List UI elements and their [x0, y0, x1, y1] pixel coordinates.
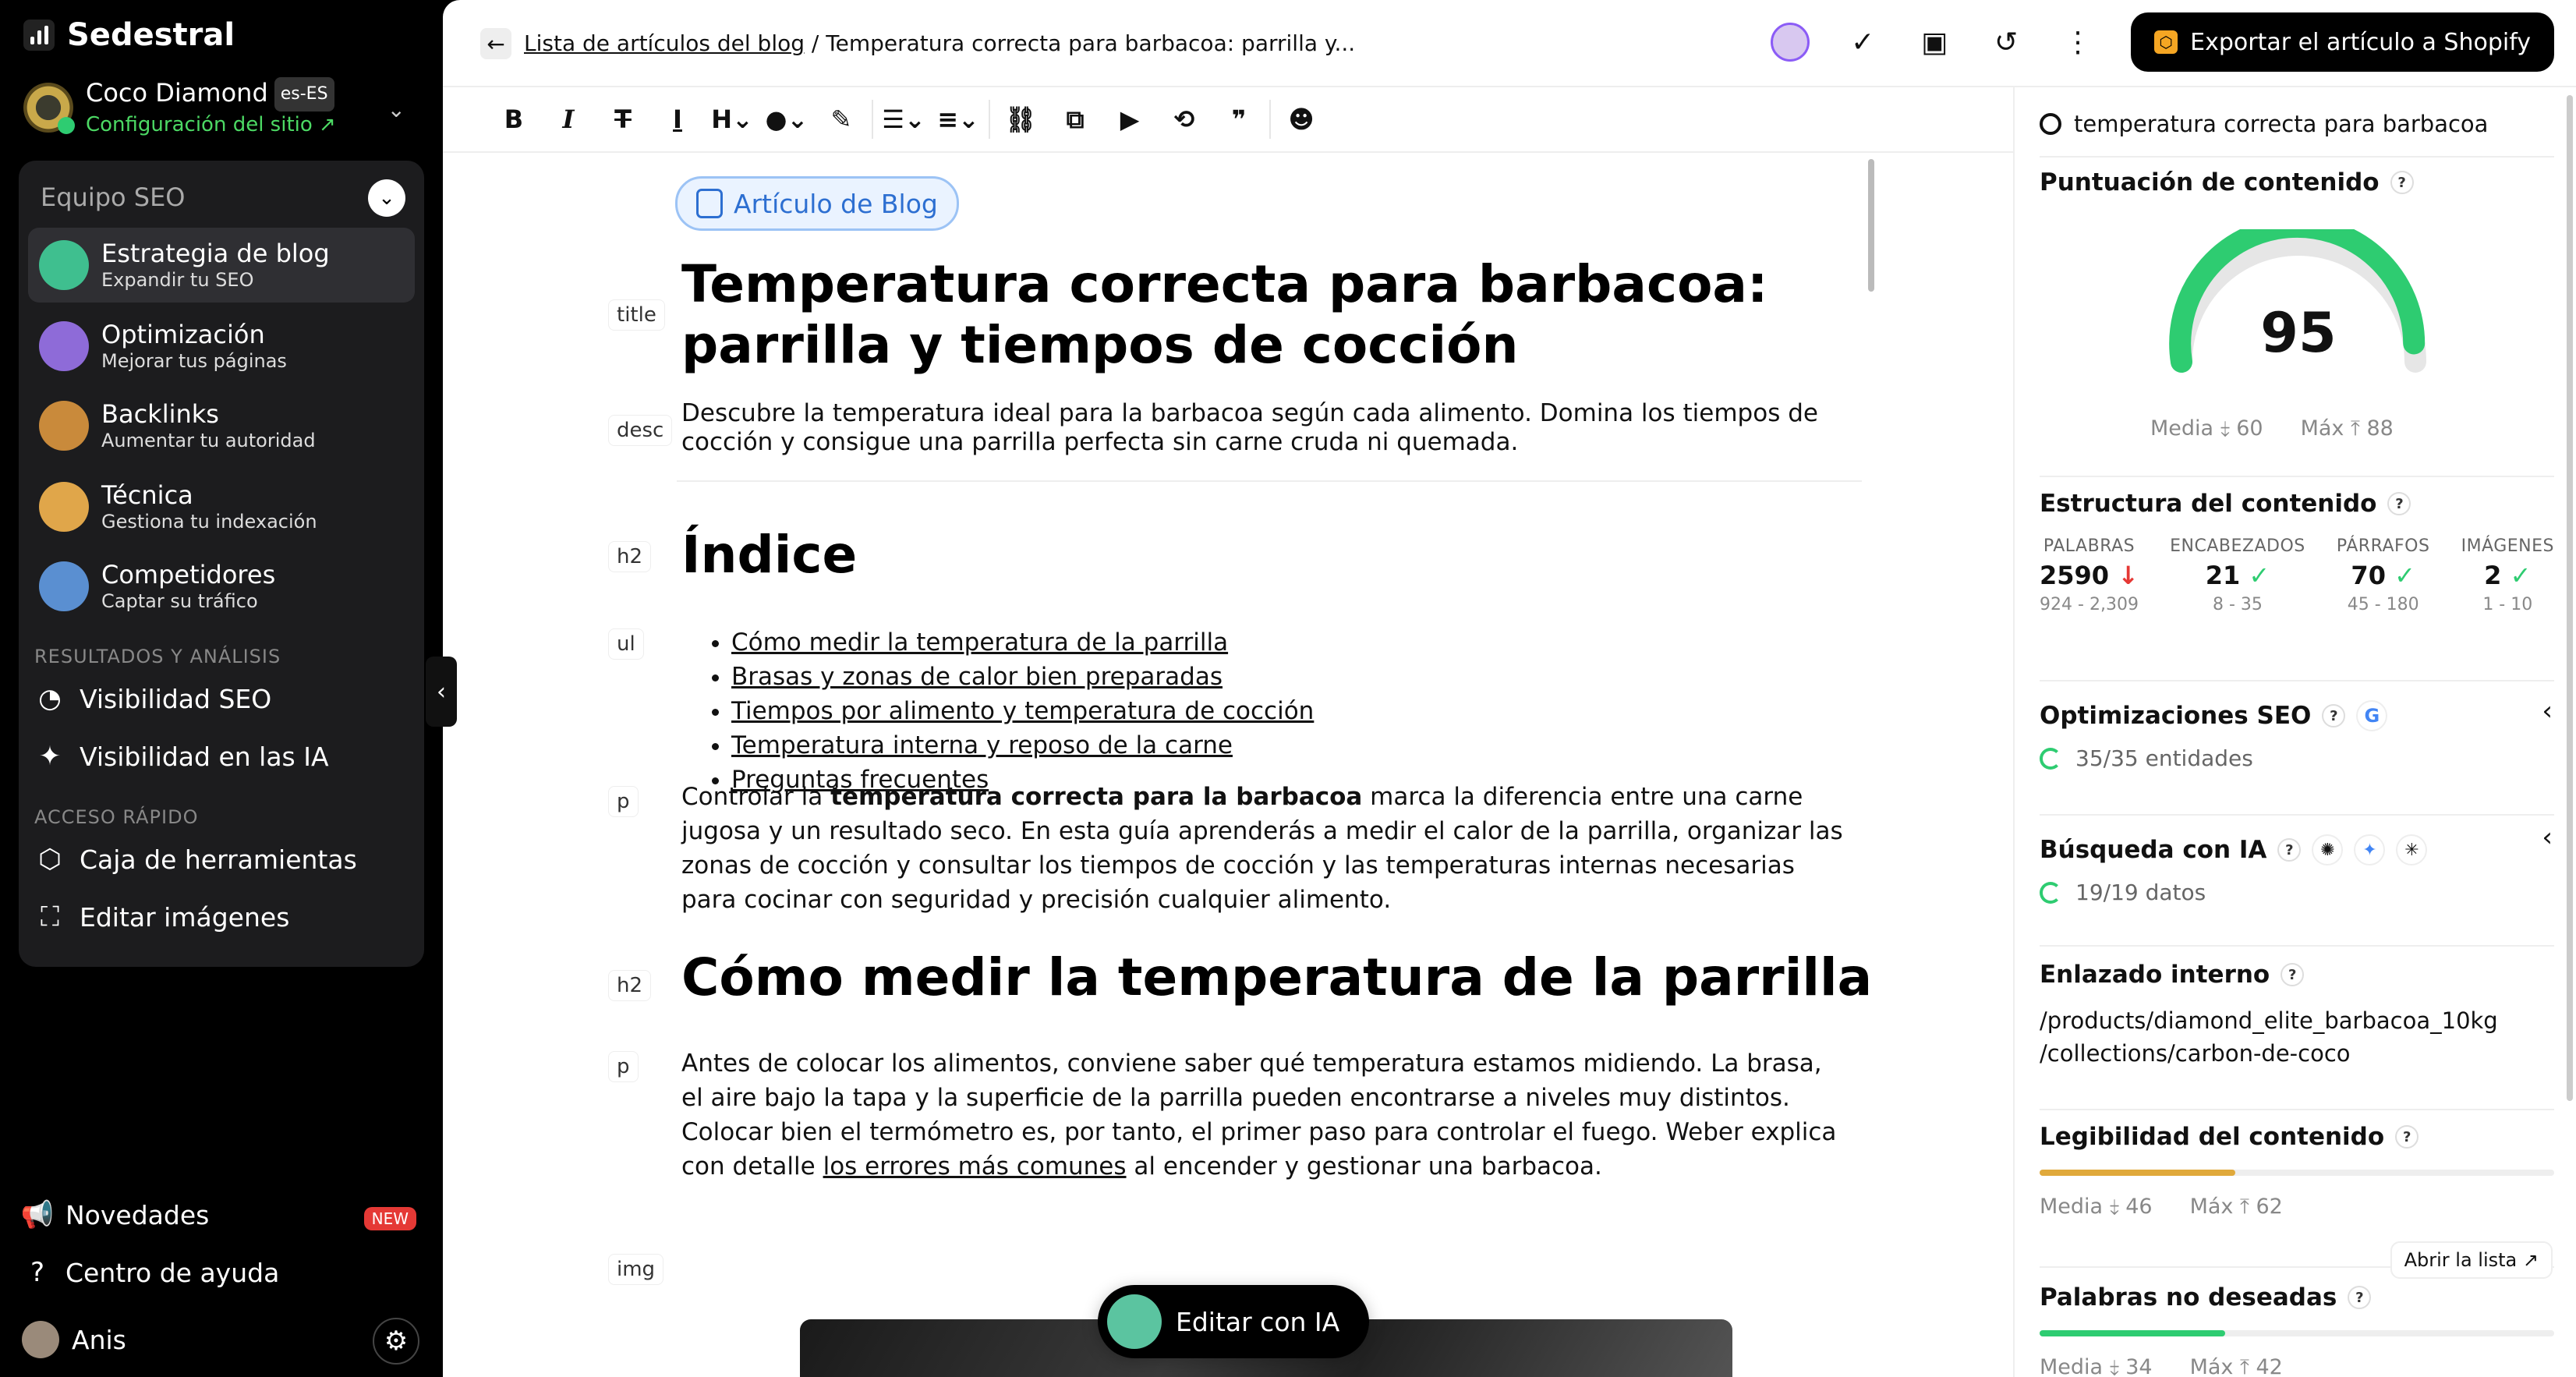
- panel-divider: [2040, 156, 2554, 158]
- nav-label: Caja de herramientas: [80, 844, 357, 875]
- new-badge: NEW: [364, 1207, 416, 1230]
- max-label: Máx: [2300, 416, 2344, 441]
- block-tag-img[interactable]: img: [608, 1254, 663, 1285]
- results-section-label: RESULTADOS Y ANÁLISIS: [34, 646, 281, 667]
- avg-value: 60: [2236, 416, 2263, 441]
- stat-words: [2040, 536, 2139, 614]
- help-icon[interactable]: ?: [2322, 704, 2345, 727]
- team-item-backlinks[interactable]: [28, 388, 415, 463]
- google-icon: G: [2356, 700, 2387, 731]
- site-avatar: [23, 83, 73, 133]
- seo-panel: [2013, 87, 2576, 1377]
- back-arrow-icon[interactable]: ←: [480, 28, 511, 59]
- max-value: 88: [2366, 416, 2394, 441]
- nav-toolbox[interactable]: [34, 844, 357, 875]
- italic-icon[interactable]: I: [562, 104, 575, 134]
- align-icon[interactable]: ≡⌄: [937, 104, 979, 134]
- toc-item[interactable]: • Preguntas frecuentes: [731, 763, 1314, 797]
- nav-label: Visibilidad en las IA: [80, 741, 329, 772]
- team-item-title: Estrategia de blog: [101, 239, 330, 268]
- document-icon: [696, 189, 723, 218]
- video-icon[interactable]: ▶: [1120, 104, 1140, 134]
- stat-value: 2: [2484, 561, 2502, 590]
- max-value: 42: [2256, 1355, 2283, 1377]
- sidebar: [0, 0, 443, 1377]
- heading-measure[interactable]: Cómo medir la temperatura de la parrilla: [681, 947, 1873, 1007]
- content-score-section: [2040, 168, 2554, 196]
- nav-label: Editar imágenes: [80, 901, 290, 933]
- toolbar-divider: [989, 100, 990, 139]
- link-icon[interactable]: ⛓: [1004, 104, 1037, 134]
- stat-value: 70: [2351, 561, 2386, 590]
- unwanted-words-section: Palabras no deseadas ? Media ⤈ 34 Máx ⤒ 42: [2040, 1283, 2554, 1377]
- avg-label: Media: [2040, 1355, 2104, 1377]
- target-keyword[interactable]: [2040, 111, 2488, 137]
- toc-item[interactable]: • Tiempos por alimento y temperatura de cocción: [731, 694, 1314, 728]
- article-description[interactable]: Descubre la temperatura ideal para la barbacoa según cada alimento. Domina los tiempos de cocción y consigue una parrilla perfecta sin carne cruda ni quemada.: [681, 399, 1818, 456]
- help-label: Centro de ayuda: [65, 1257, 280, 1288]
- nav-ai-visibility[interactable]: [34, 741, 329, 772]
- panel-divider: [2040, 476, 2554, 477]
- stat-range: 1 - 10: [2482, 595, 2533, 614]
- section-title: Palabras no deseadas: [2040, 1283, 2337, 1312]
- agent-avatar: [39, 321, 89, 371]
- nav-help-center[interactable]: [22, 1257, 279, 1288]
- bold-run: temperatura correcta para la barbacoa: [830, 783, 1363, 811]
- score-gauge: [2158, 229, 2439, 385]
- header-divider: [677, 480, 1862, 482]
- user-avatar: [22, 1321, 59, 1358]
- toc-item[interactable]: • Cómo medir la temperatura de la parrilla: [731, 625, 1314, 660]
- stat-range: 8 - 35: [2212, 595, 2263, 614]
- chevron-left-icon[interactable]: ‹: [2542, 822, 2553, 853]
- team-item-technical[interactable]: [28, 469, 415, 544]
- unwanted-bar-fill: [2040, 1330, 2225, 1336]
- ai-agent-avatar: [1107, 1294, 1162, 1349]
- team-item-sub: Mejorar tus páginas: [101, 350, 287, 372]
- check-icon: ✓: [2510, 561, 2532, 590]
- megaphone-icon: 📢: [20, 1199, 55, 1230]
- team-collapse-button[interactable]: ⌄: [368, 179, 405, 217]
- chevron-left-icon[interactable]: ‹: [2542, 696, 2553, 727]
- pie-chart-icon: ◔: [38, 683, 62, 714]
- image-icon[interactable]: ▣: [1921, 26, 1948, 58]
- nav-news[interactable]: [22, 1199, 209, 1230]
- text-run: al encender y gestionar una barbacoa.: [1126, 1152, 1602, 1181]
- heading-icon[interactable]: H⌄: [711, 104, 753, 134]
- paragraph-measure[interactable]: [681, 1046, 1851, 1184]
- underline-icon[interactable]: I: [673, 104, 682, 134]
- format-toolbar: [443, 87, 2013, 153]
- breadcrumb: [524, 28, 1355, 59]
- avg-label: Media: [2150, 416, 2214, 441]
- unwanted-bar: [2040, 1330, 2554, 1336]
- gear-icon[interactable]: ⚙: [373, 1318, 419, 1365]
- collaborator-avatar[interactable]: [1771, 23, 1810, 62]
- team-item-competitors[interactable]: [28, 549, 415, 624]
- team-item-sub: Aumentar tu autoridad: [101, 430, 316, 451]
- max-label: Máx: [2189, 1355, 2234, 1377]
- heading-index[interactable]: Índice: [681, 525, 858, 585]
- score-stats: Media ⤈ 60 Máx ⤒ 88: [2150, 416, 2394, 441]
- section-title: Optimizaciones SEO: [2040, 702, 2312, 730]
- internal-linking-section: [2040, 961, 2554, 1070]
- panel-divider: [2040, 945, 2554, 947]
- block-tag-h2[interactable]: h2: [608, 541, 651, 572]
- stat-value: 2590: [2040, 561, 2110, 590]
- stat-label: PALABRAS: [2043, 536, 2135, 556]
- site-lang-badge: es-ES: [274, 77, 334, 112]
- site-name: Coco Diamond: [86, 78, 268, 108]
- user-profile[interactable]: [22, 1321, 126, 1358]
- ai-button-label: Editar con IA: [1176, 1306, 1340, 1337]
- team-heading: Equipo SEO: [41, 182, 186, 212]
- content-type-chip[interactable]: [675, 176, 959, 231]
- stat-images: [2461, 536, 2554, 614]
- bar-chart-icon: [23, 19, 55, 51]
- block-tag-ul[interactable]: ul: [608, 628, 644, 660]
- brand-name: Sedestral: [67, 17, 235, 53]
- stat-range: 45 - 180: [2347, 595, 2419, 614]
- editor-scrollbar[interactable]: [1868, 159, 1874, 292]
- team-item-title: Optimización: [101, 320, 265, 349]
- team-item-blog-strategy[interactable]: [28, 228, 415, 303]
- stat-value: 21: [2205, 561, 2241, 590]
- breadcrumb-current: Temperatura correcta para barbacoa: parrilla y...: [826, 30, 1356, 56]
- help-icon[interactable]: ?: [2277, 838, 2301, 862]
- history-icon[interactable]: ↺: [1994, 26, 2019, 58]
- help-icon[interactable]: ?: [2395, 1125, 2419, 1149]
- check-icon[interactable]: ✓: [1851, 26, 1875, 58]
- paragraph-intro[interactable]: [681, 780, 1851, 917]
- check-icon: ✓: [2249, 561, 2270, 590]
- team-item-title: Técnica: [101, 480, 193, 510]
- color-icon[interactable]: ●⌄: [765, 104, 809, 134]
- embed-icon[interactable]: ⟲: [1173, 104, 1195, 134]
- stat-label: ENCABEZADOS: [2170, 536, 2305, 556]
- nav-seo-visibility[interactable]: [34, 683, 271, 714]
- agent-avatar: [39, 240, 89, 290]
- toolbar-divider: [872, 100, 873, 139]
- user-name: Anis: [72, 1324, 126, 1355]
- text-run: Antes de colocar los alimentos, conviene saber qué temperatura estamos midiendo. La brasa, el aire bajo la tapa y la superficie de la parrilla pueden encontrarse a niveles muy distintos. Colocar bien el termómetro es, por tanto, el primer paso para controlar el fuego. Weber explica con detalle: [681, 1050, 1837, 1181]
- panel-divider: [2040, 1109, 2554, 1110]
- text-run: Controlar la: [681, 783, 831, 811]
- block-tag-desc[interactable]: desc: [608, 415, 672, 446]
- agent-avatar: [39, 401, 89, 451]
- help-icon[interactable]: ?: [2348, 1286, 2371, 1309]
- site-selector[interactable]: [23, 76, 421, 139]
- list-icon[interactable]: ☰⌄: [882, 104, 925, 134]
- block-tag-title[interactable]: title: [608, 299, 665, 331]
- help-icon[interactable]: ?: [2281, 963, 2304, 986]
- section-title: Enlazado interno: [2040, 961, 2270, 989]
- edit-with-ai-button[interactable]: [1098, 1285, 1369, 1358]
- toc-item[interactable]: • Temperatura interna y reposo de la carne: [731, 728, 1314, 763]
- readability-bar-fill: [2040, 1170, 2235, 1176]
- team-item-title: Competidores: [101, 560, 276, 589]
- section-title: Estructura del contenido: [2040, 490, 2377, 518]
- toolbox-icon: ⬡: [38, 844, 62, 875]
- section-sub: 35/35 entidades: [2075, 745, 2253, 771]
- panel-scrollbar[interactable]: [2567, 95, 2573, 1101]
- max-value: 62: [2256, 1195, 2283, 1219]
- team-item-sub: Gestiona tu indexación: [101, 511, 317, 533]
- perplexity-icon: ✳: [2396, 834, 2427, 865]
- seo-optimizations-section[interactable]: [2040, 680, 2554, 814]
- stat-range: 924 - 2,309: [2040, 595, 2139, 614]
- avg-value: 34: [2125, 1355, 2153, 1377]
- readability-section: Legibilidad del contenido ? Media ⤈ 46 Máx ⤒ 62: [2040, 1123, 2554, 1219]
- news-label: Novedades: [65, 1199, 210, 1230]
- max-label: Máx: [2189, 1195, 2234, 1219]
- bold-icon[interactable]: B: [504, 104, 524, 134]
- team-item-sub: Expandir tu SEO: [101, 269, 254, 291]
- toc-item[interactable]: • Brasas y zonas de calor bien preparadas: [731, 660, 1314, 694]
- arrow-down-icon: ↓: [2118, 561, 2139, 590]
- breadcrumb-separator: /: [805, 30, 826, 56]
- target-icon: [2040, 113, 2061, 135]
- block-tag-h2[interactable]: h2: [608, 970, 651, 1001]
- stat-paragraphs: [2337, 536, 2430, 614]
- team-item-title: Backlinks: [101, 399, 219, 429]
- text-run: marca la diferencia entre una carne jugosa y un resultado seco. En esta guía aprenderás a medir el calor de la parrilla, organizar las zonas de cocción y consultar los tiempos de cocción y las temperaturas internas necesarias para cocinar con seguridad y precisión cualquier alimento.: [681, 783, 1843, 914]
- gemini-icon: ✦: [2354, 834, 2385, 865]
- top-bar: [443, 0, 2576, 87]
- ai-search-section[interactable]: [2040, 814, 2554, 945]
- progress-ring-icon: [2040, 748, 2061, 770]
- main-area: [443, 0, 2576, 1377]
- export-label: Exportar el artículo a Shopify: [2190, 28, 2531, 56]
- shopify-icon: ⬡: [2154, 30, 2178, 54]
- editor-canvas[interactable]: [443, 153, 2013, 1377]
- help-icon[interactable]: ?: [2387, 492, 2411, 515]
- insert-image-icon[interactable]: ⧉: [1066, 104, 1085, 134]
- strikethrough-icon[interactable]: T: [614, 104, 632, 134]
- team-item-sub: Captar su tráfico: [101, 590, 258, 612]
- toolbar-divider: [1269, 100, 1271, 139]
- score-value: 95: [2260, 301, 2337, 365]
- article-title[interactable]: Temperatura correcta para barbacoa: parrilla y tiempos de cocción: [681, 254, 1768, 375]
- image-edit-icon: ⛶: [41, 901, 59, 933]
- internal-link[interactable]: /products/diamond_elite_barbacoa_10kg: [2040, 1007, 2498, 1034]
- agent-avatar: [39, 482, 89, 532]
- table-of-contents: [716, 625, 1314, 797]
- avg-label: Media: [2040, 1195, 2104, 1219]
- quick-access-label: ACCESO RÁPIDO: [34, 806, 199, 828]
- highlight-icon[interactable]: ✎: [830, 104, 852, 134]
- readability-bar: [2040, 1170, 2554, 1176]
- section-title: Legibilidad del contenido: [2040, 1123, 2385, 1151]
- section-sub: 19/19 datos: [2075, 880, 2206, 905]
- internal-link[interactable]: /collections/carbon-de-coco: [2040, 1040, 2351, 1067]
- structure-section: [2040, 490, 2554, 614]
- help-icon: ?: [30, 1257, 45, 1288]
- collapse-sidebar-button[interactable]: ‹: [426, 657, 457, 727]
- keyword-text: temperatura correcta para barbacoa: [2074, 111, 2489, 137]
- block-tag-p[interactable]: p: [608, 1051, 639, 1082]
- brand-logo[interactable]: [23, 17, 235, 53]
- chip-label: Artículo de Blog: [734, 188, 938, 219]
- emoji-icon[interactable]: ☻: [1288, 104, 1315, 134]
- breadcrumb-blog-list[interactable]: Lista de artículos del blog: [524, 30, 805, 56]
- open-list-button[interactable]: Abrir la lista ↗: [2390, 1241, 2553, 1279]
- more-vertical-icon[interactable]: ⋮: [2064, 26, 2093, 58]
- help-icon[interactable]: ?: [2390, 171, 2414, 194]
- sparkles-icon: ✦: [38, 741, 62, 772]
- agent-avatar: [39, 561, 89, 611]
- nav-label: Visibilidad SEO: [80, 683, 272, 714]
- progress-ring-icon: [2040, 882, 2061, 904]
- section-title: Puntuación de contenido: [2040, 168, 2380, 196]
- stat-label: PÁRRAFOS: [2336, 536, 2430, 556]
- quote-icon[interactable]: ❞: [1231, 104, 1247, 134]
- seo-team-panel: [19, 161, 424, 967]
- section-title: Búsqueda con IA: [2040, 836, 2267, 864]
- openai-icon: ✺: [2312, 834, 2343, 865]
- weber-link[interactable]: los errores más comunes: [823, 1152, 1127, 1181]
- stat-headings: [2170, 536, 2305, 614]
- site-config-link[interactable]: Configuración del sitio ↗: [86, 113, 336, 136]
- team-item-optimization[interactable]: [28, 309, 415, 384]
- avg-value: 46: [2125, 1195, 2153, 1219]
- check-icon: ✓: [2394, 561, 2415, 590]
- chevron-down-icon[interactable]: ⌄: [387, 97, 405, 122]
- nav-edit-images[interactable]: [34, 901, 289, 933]
- stat-label: IMÁGENES: [2461, 536, 2554, 556]
- export-shopify-button[interactable]: [2131, 12, 2554, 72]
- block-tag-p[interactable]: p: [608, 786, 639, 817]
